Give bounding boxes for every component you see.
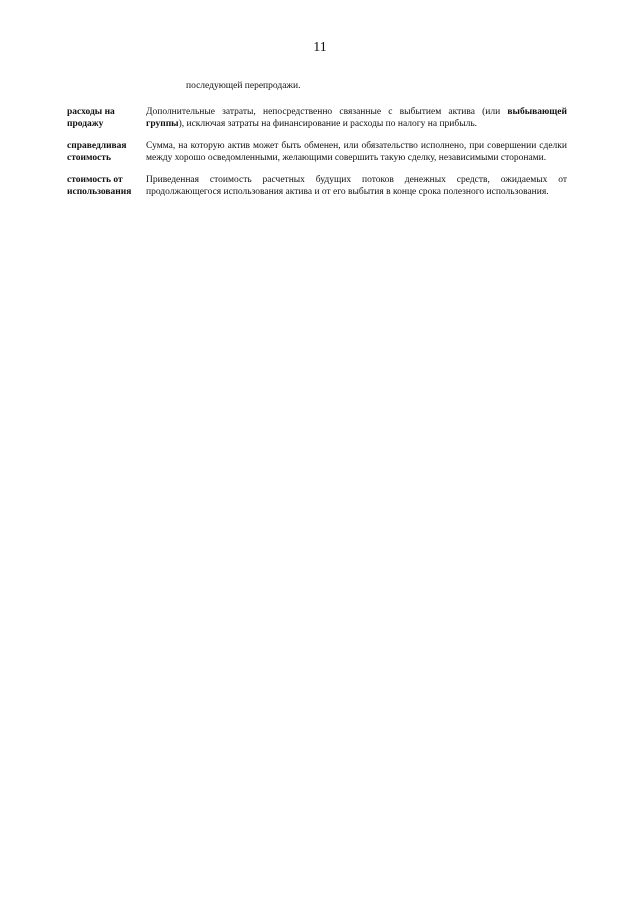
definitions-list [67,106,567,208]
description-text: ), исключая затраты на финансирование и расходы по налогу на прибыль. [178,119,478,129]
definition-term: расходы на продажу [67,107,115,129]
definition-row [67,140,567,164]
definition-description: Сумма, на которую актив может быть обменен, или обязательство исполнено, при совершении сделки между хорошо осведомленными, желающими совершить такую сделку, независимыми сторонами. [146,141,567,163]
definition-description: Приведенная стоимость расчетных будущих потоков денежных средств, ожидаемых от продолжающегося использования актива и от его выбытия в конце срока полезного использования. [146,175,567,197]
continuation-text: последующей перепродажи. [186,81,301,91]
definition-row [67,106,567,130]
description-text: Дополнительные затраты, непосредственно связанные с выбытием актива (или [146,107,508,117]
description-bold-term: выбывающей группы [146,107,567,129]
definition-row [67,174,567,198]
definition-term: стоимость от использования [67,175,132,197]
definition-description [146,106,567,130]
page-number: 11 [313,40,327,55]
definition-term: справедливая стоимость [67,141,127,163]
